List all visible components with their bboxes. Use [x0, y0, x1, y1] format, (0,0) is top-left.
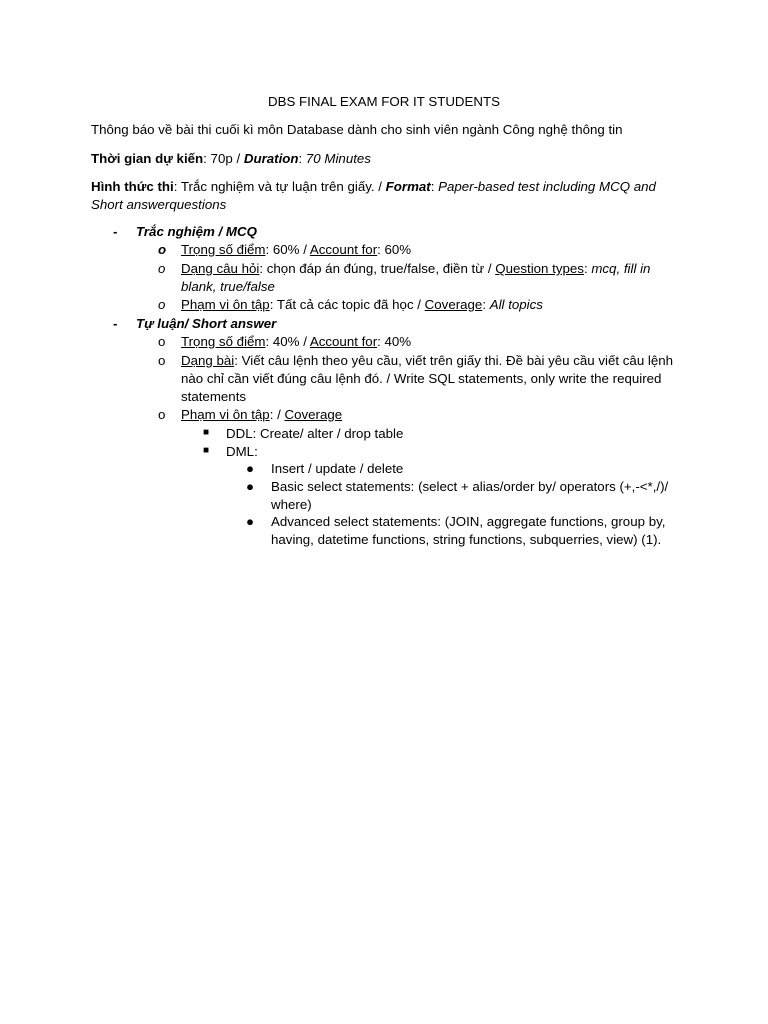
- circle-marker: o: [158, 261, 166, 276]
- mcq-scope-text: [181, 296, 677, 314]
- mcq-weight-label-en: Account for: [309, 242, 378, 257]
- format-sep: :: [430, 179, 439, 194]
- format-label-vi: Hình thức thi: [91, 179, 174, 194]
- mcq-scope-sep: :: [482, 297, 490, 312]
- dash-marker: -: [113, 316, 118, 331]
- dml-item-text: Insert / update / delete: [271, 461, 404, 476]
- square-bullet-icon: ■: [203, 427, 210, 438]
- round-bullet-icon: ●: [246, 479, 255, 494]
- dml-item-text: Advanced select statements: (JOIN, aggregate functions, group by, having, datetime functions, string functions, subquerries, view) (1).: [271, 514, 666, 547]
- mcq-scope-label-en: Coverage: [424, 297, 483, 312]
- duration-paragraph: [91, 150, 671, 168]
- short-type-text: [181, 352, 677, 405]
- format-value-vi: : Trắc nghiệm và tự luận trên giấy. /: [173, 179, 386, 194]
- circle-marker: o: [158, 297, 166, 312]
- round-bullet-icon: ●: [246, 514, 255, 529]
- short-weight-label-vi: Trọng số điểm: [181, 334, 266, 349]
- duration-label-en: Duration: [243, 151, 299, 166]
- mcq-type-label-en: Question types: [495, 261, 584, 276]
- format-label-en: Format: [385, 179, 431, 194]
- duration-value-vi: : 70p /: [203, 151, 244, 166]
- short-weight-value-vi: : 40% /: [265, 334, 310, 349]
- circle-marker: o: [158, 353, 166, 368]
- circle-marker: o: [158, 407, 166, 422]
- mcq-type-sep: :: [583, 261, 592, 276]
- duration-value-en: 70 Minutes: [305, 151, 371, 166]
- mcq-type-label-vi: Dạng câu hỏi: [181, 261, 260, 276]
- short-type-label-vi: Dạng bài: [181, 353, 235, 368]
- short-scope-text: [181, 406, 677, 424]
- dml-text: DML:: [226, 444, 258, 459]
- intro-paragraph: Thông báo về bài thi cuối kì môn Database dành cho sinh viên ngành Công nghệ thông tin: [91, 122, 623, 137]
- mcq-scope-label-vi: Phạm vi ôn tập: [181, 297, 270, 312]
- mcq-type-value-vi: : chọn đáp án đúng, true/false, điền từ /: [259, 261, 496, 276]
- short-type-value: : Viết câu lệnh theo yêu cầu, viết trên giấy thi. Đề bài yêu cầu viết câu lệnh nào chỉ cần viết đúng câu lệnh đó. / Write SQL statements, only write the required statements: [181, 353, 674, 404]
- dml-item-text: Basic select statements: (select + alias/order by/ operators (+,-<*,/)/ where): [271, 479, 669, 512]
- mcq-type-text: [181, 260, 677, 296]
- mcq-scope-value-en: All topics: [489, 297, 543, 312]
- short-weight-value-en: : 40%: [377, 334, 412, 349]
- mcq-weight-value-en: : 60%: [377, 242, 412, 257]
- round-bullet-icon: ●: [246, 461, 255, 476]
- mcq-heading: Trắc nghiệm / MCQ: [136, 224, 257, 239]
- short-heading: Tự luận/ Short answer: [136, 316, 277, 331]
- document-title: DBS FINAL EXAM FOR IT STUDENTS: [268, 94, 500, 109]
- short-scope-label-en: Coverage: [284, 407, 343, 422]
- duration-sep: :: [298, 151, 306, 166]
- mcq-scope-value-vi: : Tất cả các topic đã học /: [269, 297, 425, 312]
- square-bullet-icon: ■: [203, 445, 210, 456]
- format-paragraph: [91, 178, 671, 214]
- duration-label-vi: Thời gian dự kiến: [91, 151, 204, 166]
- mcq-weight-label-vi: Trọng số điểm: [181, 242, 266, 257]
- ddl-text: DDL: Create/ alter / drop table: [226, 426, 404, 441]
- short-weight-label-en: Account for: [309, 334, 378, 349]
- short-weight-text: [181, 333, 677, 351]
- mcq-weight-text: [181, 241, 677, 259]
- short-scope-sep: : /: [269, 407, 285, 422]
- short-scope-label-vi: Phạm vi ôn tập: [181, 407, 270, 422]
- mcq-weight-value-vi: : 60% /: [265, 242, 310, 257]
- dash-marker: -: [113, 224, 118, 239]
- circle-marker: o: [158, 334, 166, 349]
- format-value-en: Paper-based test including MCQ and Short answerquestions: [91, 179, 656, 212]
- circle-marker: o: [158, 242, 167, 257]
- mcq-type-value-en: mcq, fill in blank, true/false: [181, 261, 651, 294]
